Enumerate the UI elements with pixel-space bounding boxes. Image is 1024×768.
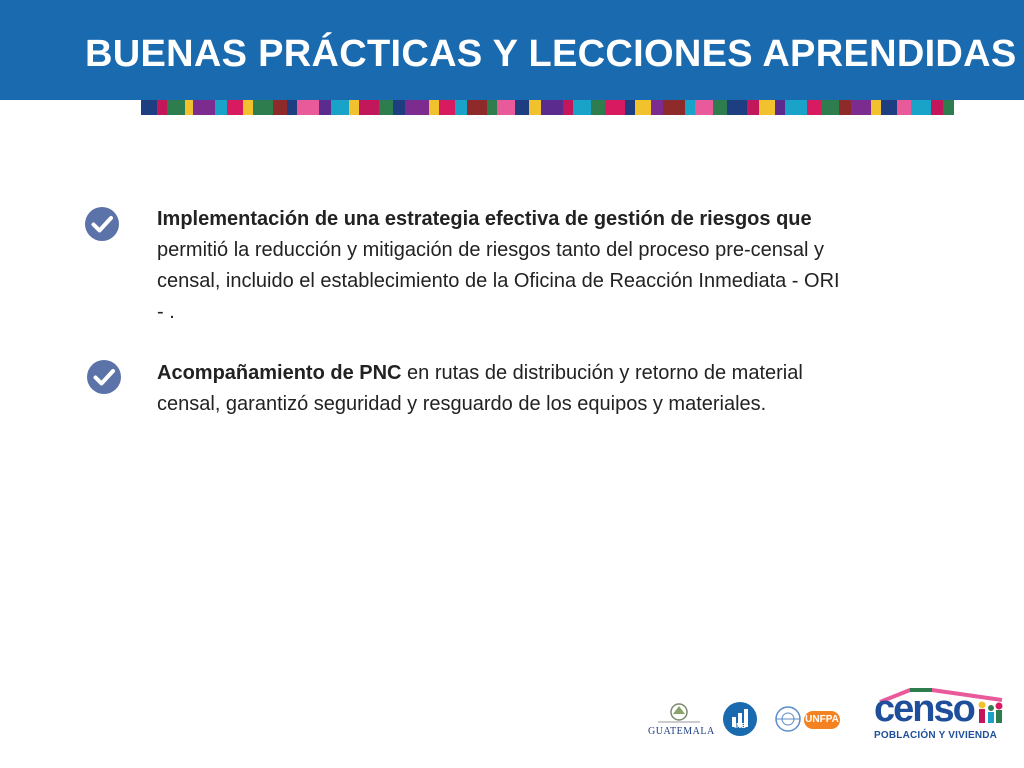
title-bar [0, 0, 1024, 100]
guatemala-government-logo [648, 700, 715, 742]
bullet-bold-text: Implementación de una estrategia efectiva de gestión de riesgos que [157, 208, 812, 230]
censo-logo-subtitle: POBLACIÓN Y VIVIENDA [874, 730, 998, 741]
censo-logo-text: censo [874, 688, 974, 730]
bullet-text: permitió la reducción y mitigación de riesgos tanto del proceso pre-censal y censal, incluido el establecimiento de la Oficina de Reacción Inmediata - ORI - . [157, 239, 840, 323]
un-emblem-icon [774, 705, 802, 733]
bullet-pnc-escort [157, 358, 847, 420]
censo-logo [872, 686, 1006, 744]
ine-logo [722, 701, 758, 737]
bullet-risk-management [157, 204, 847, 328]
ine-logo-text: INE [734, 723, 746, 730]
bullet-text: en rutas de distribución y retorno de material censal, garantizó seguridad y resguardo de los equipos y materiales. [157, 362, 803, 415]
bullet-bold-text: Acompañamiento de PNC [157, 362, 402, 384]
check-circle-icon [84, 206, 120, 242]
slide-title: BUENAS PRÁCTICAS Y LECCIONES APRENDIDAS [85, 33, 1017, 75]
decorative-woven-stripe [141, 100, 1024, 115]
ine-chart-icon [722, 701, 758, 737]
family-figures-icon [976, 700, 1004, 726]
unfpa-logo-text: UNFPA [804, 711, 840, 729]
check-circle-icon [86, 359, 122, 395]
unfpa-logo [774, 705, 840, 733]
guatemala-logo-text: GUATEMALA [648, 726, 715, 737]
